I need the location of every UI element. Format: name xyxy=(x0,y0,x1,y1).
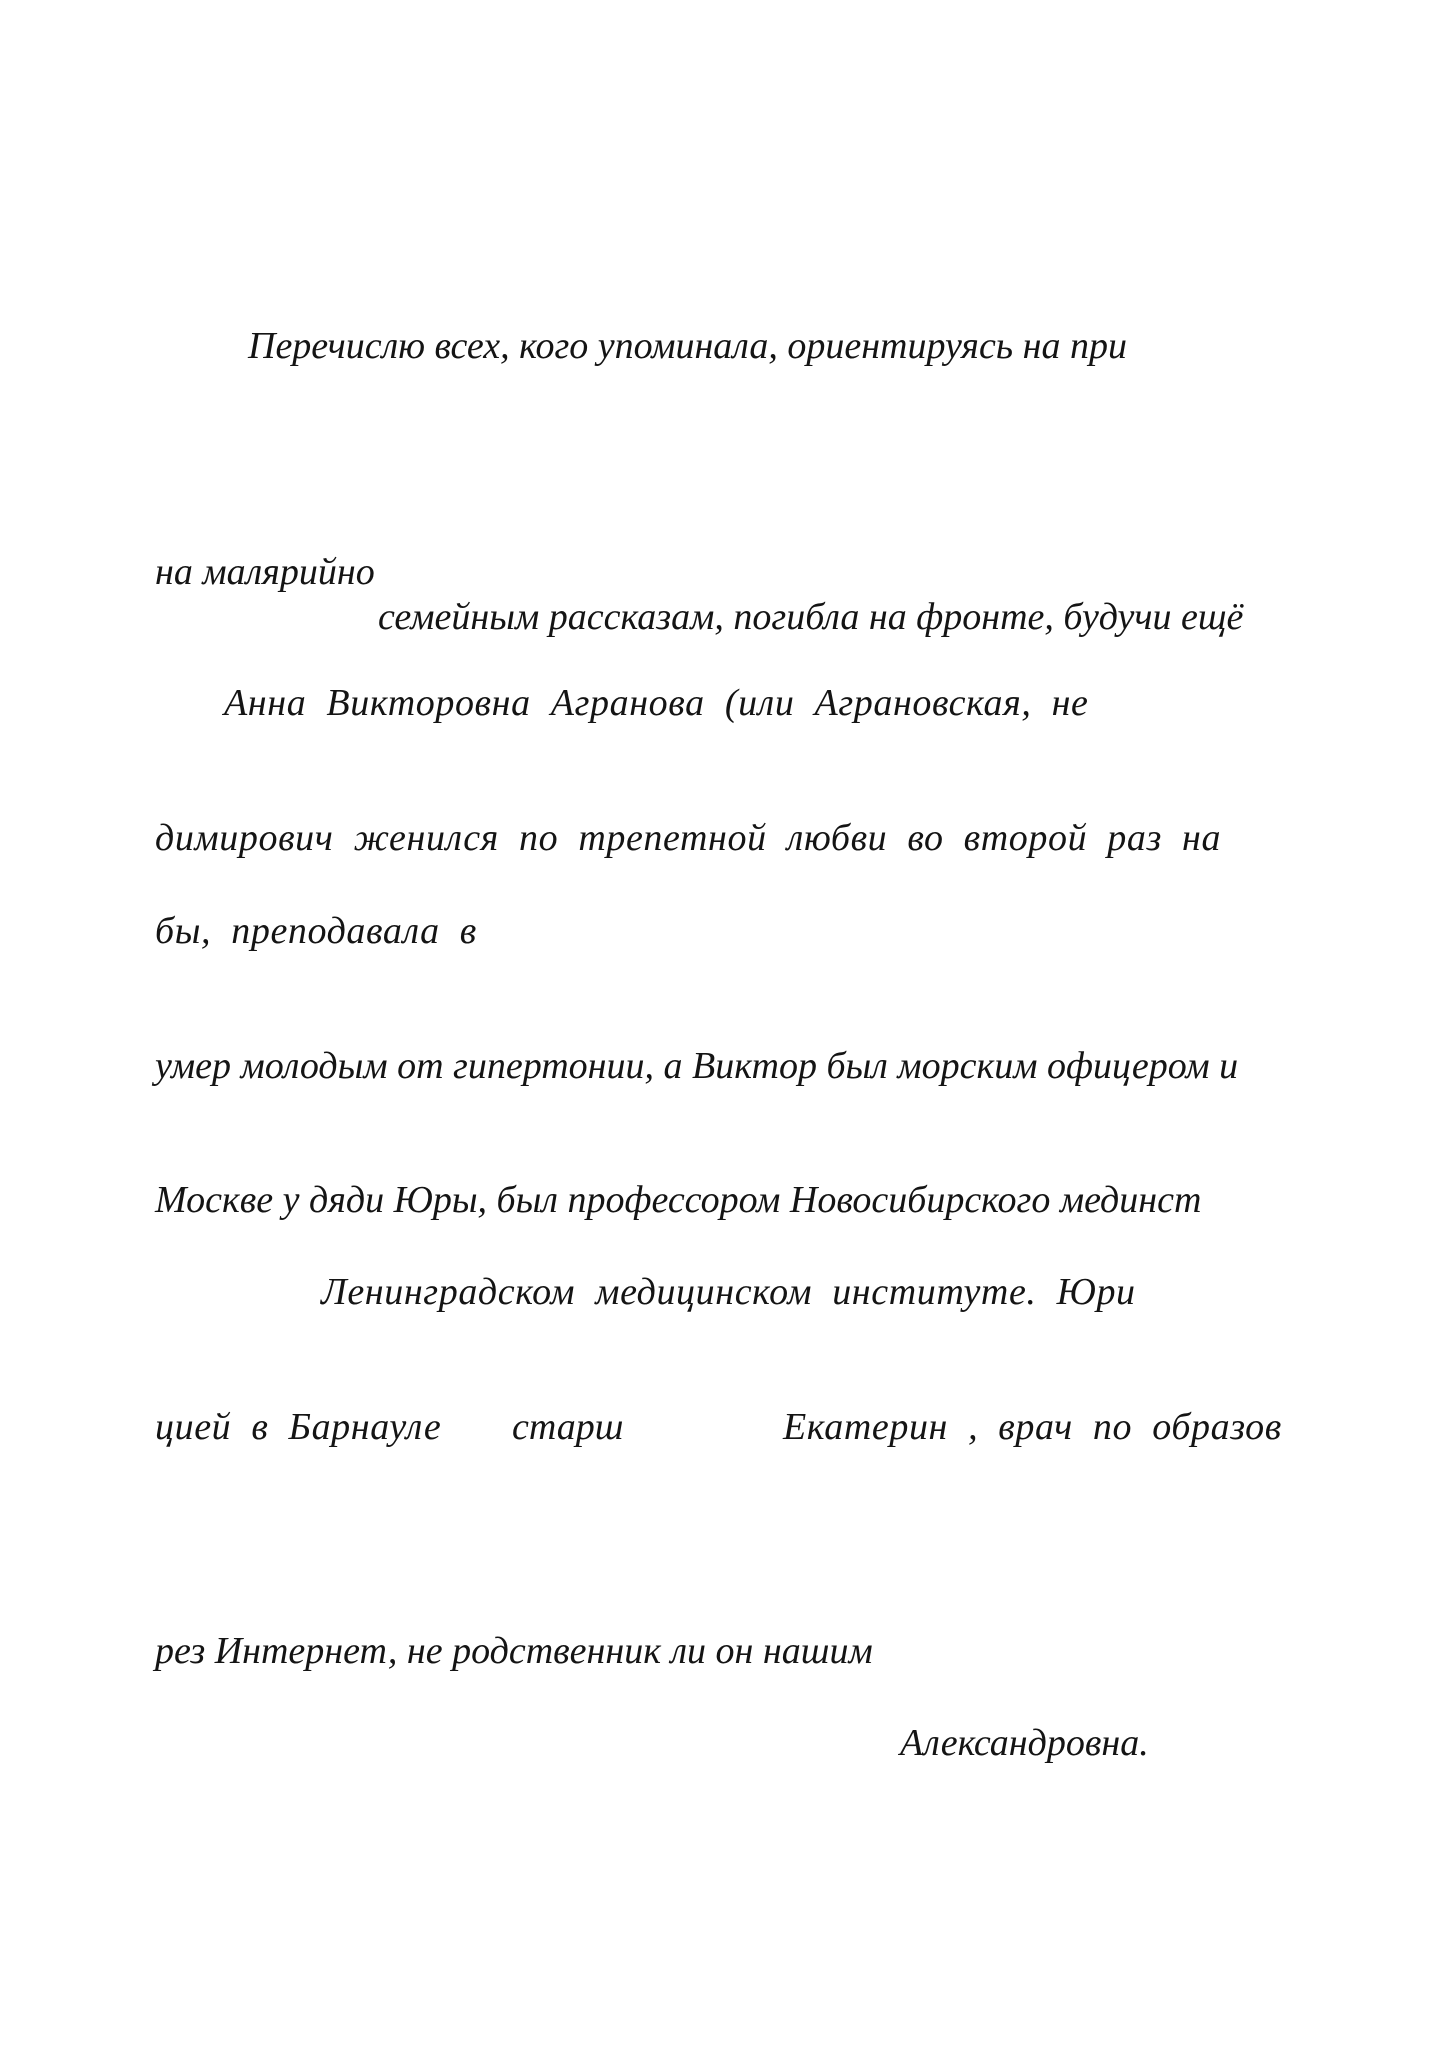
text-line-3: семейным рассказам, погибла на фронте, будучи ещё xyxy=(378,596,1244,638)
split-line-part-3: Екатерин , врач по образов xyxy=(783,1406,1282,1448)
text-line-10: рез Интернет, не родственник ли он нашим xyxy=(155,1630,873,1672)
text-line-8: Москве у дяди Юры, был профессором Новосибирского мединст xyxy=(155,1179,1202,1221)
text-line-9: Ленинградском медицинском институте. Юри xyxy=(321,1271,1136,1313)
text-line-6: бы, преподавала в xyxy=(155,910,477,952)
text-line-2: на малярийно xyxy=(155,551,375,593)
text-line-5: димирович женился по трепетной любви во второй раз на xyxy=(155,817,1222,859)
split-line-part-1: цией в Барнауле xyxy=(155,1406,442,1448)
text-line-11: Александровна. xyxy=(900,1722,1149,1764)
text-line-1: Перечислю всех, кого упоминала, ориентируясь на при xyxy=(248,325,1127,367)
text-line-7: умер молодым от гипертонии, а Виктор был морским офицером и xyxy=(155,1045,1239,1087)
text-line-4: Анна Викторовна Агранова (или Аграновская, не xyxy=(224,682,1089,724)
split-line-part-2: старш xyxy=(512,1406,624,1448)
